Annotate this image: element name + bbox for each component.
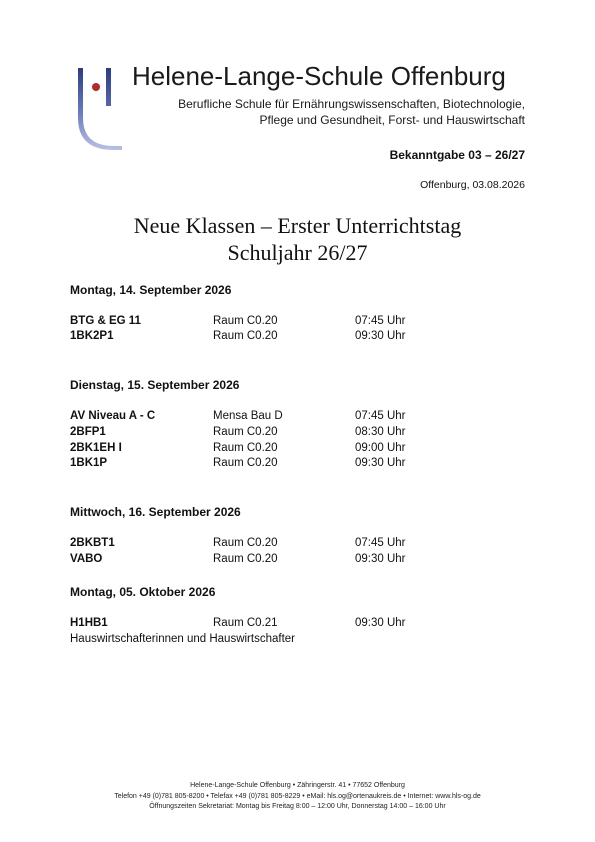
room: Raum C0.20 (213, 537, 278, 549)
page-title-line1: Neue Klassen – Erster Unterrichtstag (133, 213, 462, 238)
time: 09:30 Uhr (355, 553, 406, 565)
day-heading: Montag, 05. Oktober 2026 (70, 585, 216, 599)
time: 07:45 Uhr (355, 410, 406, 422)
schedule-row (70, 426, 530, 442)
schedule-row (70, 315, 530, 331)
school-name: Helene-Lange-Schule Offenburg (132, 61, 506, 91)
date: 03.08.2026 (472, 179, 525, 191)
class-name: 2BK1EH I (70, 442, 122, 454)
time: 07:45 Uhr (355, 537, 406, 549)
time: 08:30 Uhr (355, 426, 406, 438)
schedule-row (70, 457, 530, 473)
time: 09:30 Uhr (355, 617, 406, 629)
school-subtitle-line2: Pflege und Gesundheit, Forst- und Hauswirtschaft (259, 113, 525, 127)
class-description: Hauswirtschafterinnen und Hauswirtschafter (70, 633, 295, 645)
time: 09:30 Uhr (355, 457, 406, 469)
schedule-row (70, 442, 530, 458)
time: 09:30 Uhr (355, 330, 406, 342)
class-name: 1BK2P1 (70, 330, 114, 342)
page-footer (0, 781, 595, 813)
day-heading: Dienstag, 15. September 2026 (70, 378, 240, 392)
school-subtitle-line1: Berufliche Schule für Ernährungswissenschaften, Biotechnologie, (178, 97, 525, 111)
room: Raum C0.20 (213, 315, 278, 327)
footer-office-hours: Öffnungszeiten Sekretariat: Montag bis Freitag 8:00 – 12:00 Uhr, Donnerstag 14:00 – 16:00 Uhr (149, 803, 446, 810)
footer-address: Helene-Lange-Schule Offenburg • Zähringerstr. 41 • 77652 Offenburg (190, 782, 405, 789)
schedule-row (70, 617, 530, 633)
schedule-row (70, 410, 530, 426)
announcement-number: Bekanntgabe 03 – 26/27 (389, 148, 525, 162)
footer-contact: Telefon +49 (0)781 805-8200 • Telefax +49 (0)781 805-8229 • eMail: hls.og@ortenaukreis.de • Internet: www.hls-og.de (114, 792, 481, 800)
schedule-row (70, 537, 530, 553)
time: 09:00 Uhr (355, 442, 406, 454)
room: Mensa Bau D (213, 410, 283, 422)
room: Raum C0.20 (213, 553, 278, 565)
time: 07:45 Uhr (355, 315, 406, 327)
page-title-line2: Schuljahr 26/27 (227, 240, 368, 265)
class-name: AV Niveau A - C (70, 410, 156, 422)
schedule-row (70, 330, 530, 346)
school-logo-icon (74, 66, 122, 154)
class-name: VABO (70, 553, 103, 565)
class-name: 2BKBT1 (70, 537, 115, 549)
room: Raum C0.20 (213, 457, 278, 469)
room: Raum C0.20 (213, 426, 278, 438)
page-title (0, 212, 595, 266)
room: Raum C0.20 (213, 330, 278, 342)
room: Raum C0.20 (213, 442, 278, 454)
schedule-row (70, 553, 530, 569)
class-name: H1HB1 (70, 617, 108, 629)
place-date (420, 179, 525, 191)
place: Offenburg, (420, 179, 470, 191)
class-name: 2BFP1 (70, 426, 106, 438)
room: Raum C0.21 (213, 617, 278, 629)
day-heading: Mittwoch, 16. September 2026 (70, 505, 241, 519)
class-name: BTG & EG 11 (70, 315, 141, 327)
school-subtitle (178, 96, 525, 128)
class-name: 1BK1P (70, 457, 108, 469)
day-heading: Montag, 14. September 2026 (70, 283, 232, 297)
